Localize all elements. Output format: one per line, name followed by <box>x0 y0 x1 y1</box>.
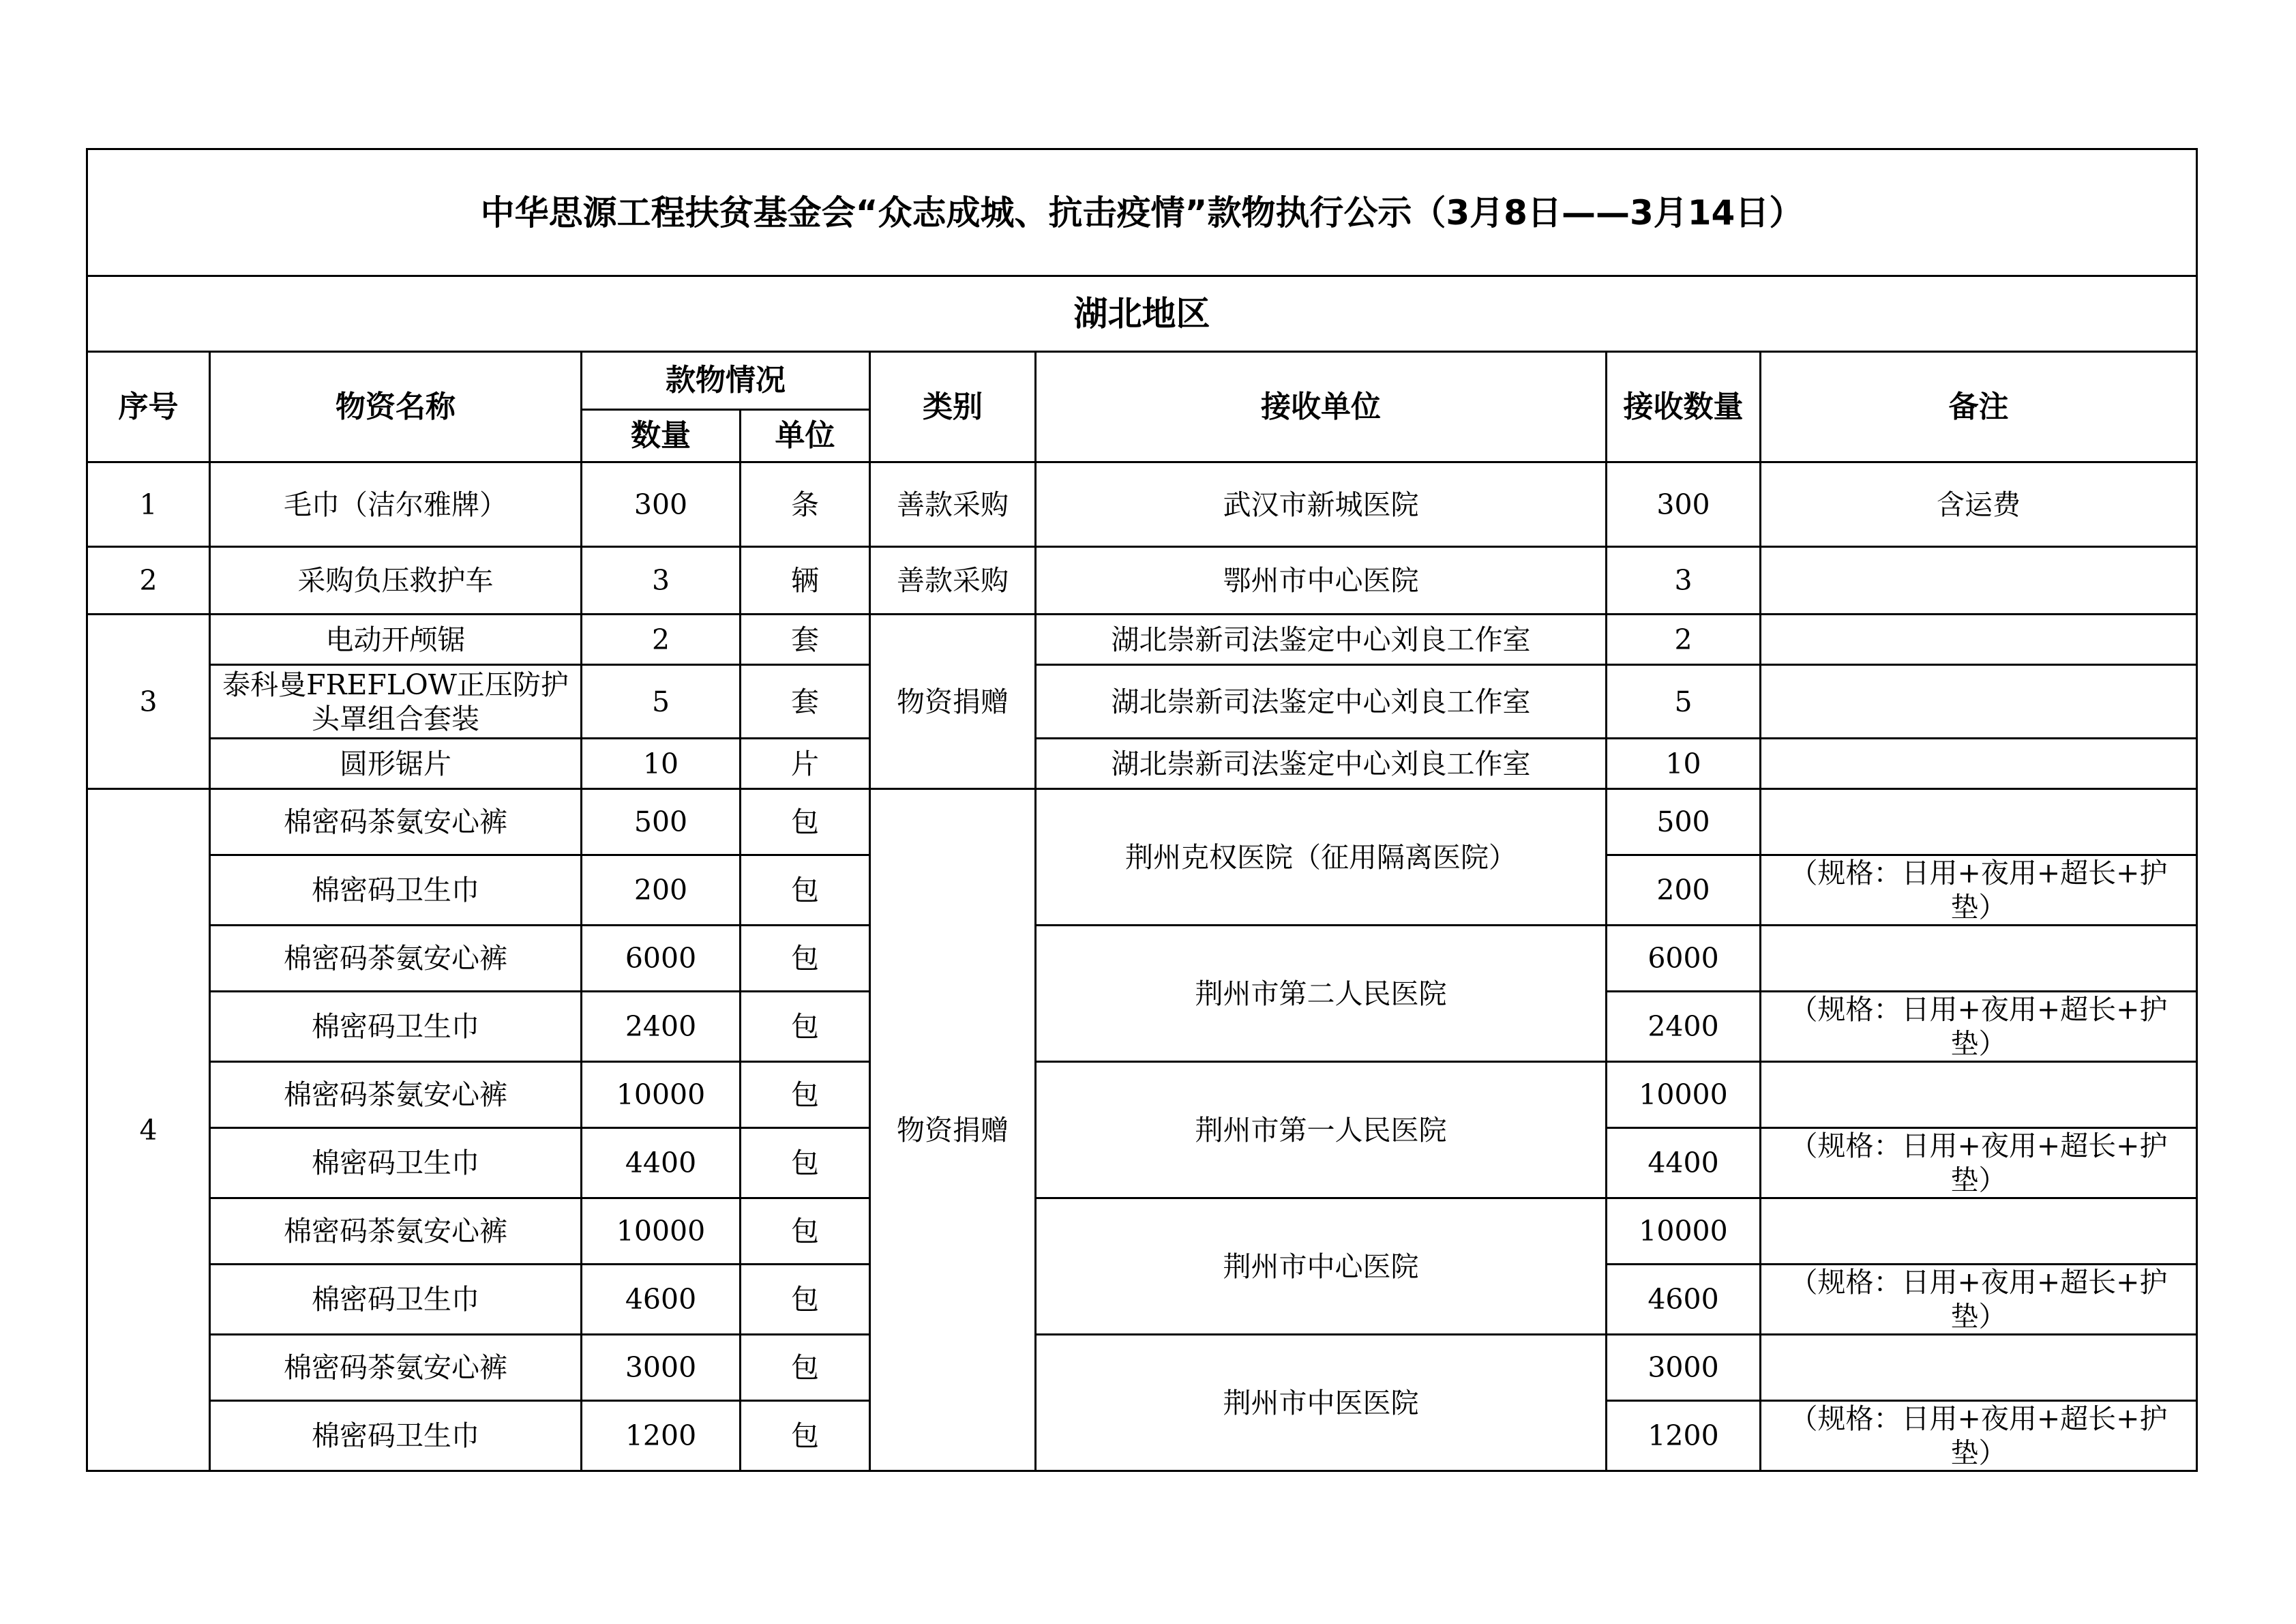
header-recv-qty: 接收数量 <box>1607 352 1761 462</box>
cell-name: 棉密码茶氨安心裤 <box>210 1335 582 1401</box>
cell-recv-qty: 2 <box>1607 615 1761 665</box>
cell-category: 物资捐赠 <box>870 615 1036 789</box>
header-receiver: 接收单位 <box>1036 352 1607 462</box>
cell-qty: 1200 <box>582 1401 741 1471</box>
cell-unit: 包 <box>741 1198 870 1265</box>
header-category: 类别 <box>870 352 1036 462</box>
table-row <box>87 926 2197 992</box>
cell-receiver: 荆州市中医医院 <box>1036 1335 1607 1471</box>
cell-recv-qty: 10 <box>1607 739 1761 789</box>
cell-unit: 套 <box>741 615 870 665</box>
cell-remark: （规格：日用+夜用+超长+护垫） <box>1761 1401 2197 1471</box>
cell-remark: 含运费 <box>1761 462 2197 547</box>
cell-remark <box>1761 1335 2197 1401</box>
cell-unit: 包 <box>741 1265 870 1335</box>
cell-unit: 包 <box>741 992 870 1062</box>
cell-name: 棉密码茶氨安心裤 <box>210 789 582 855</box>
cell-receiver: 武汉市新城医院 <box>1036 462 1607 547</box>
donation-table <box>86 148 2198 1472</box>
cell-receiver: 荆州市第二人民医院 <box>1036 926 1607 1062</box>
table-row <box>87 1062 2197 1128</box>
cell-qty: 500 <box>582 789 741 855</box>
cell-unit: 片 <box>741 739 870 789</box>
cell-recv-qty: 10000 <box>1607 1062 1761 1128</box>
cell-name: 棉密码茶氨安心裤 <box>210 1198 582 1265</box>
cell-qty: 4600 <box>582 1265 741 1335</box>
table-row <box>87 739 2197 789</box>
cell-receiver: 鄂州市中心医院 <box>1036 547 1607 615</box>
cell-recv-qty: 300 <box>1607 462 1761 547</box>
cell-remark <box>1761 665 2197 739</box>
cell-name: 棉密码卫生巾 <box>210 992 582 1062</box>
cell-name: 毛巾（洁尔雅牌） <box>210 462 582 547</box>
cell-unit: 包 <box>741 1335 870 1401</box>
cell-name: 棉密码茶氨安心裤 <box>210 926 582 992</box>
cell-category: 善款采购 <box>870 547 1036 615</box>
cell-receiver: 湖北崇新司法鉴定中心刘良工作室 <box>1036 615 1607 665</box>
cell-name: 泰科曼FREFLOW正压防护头罩组合套装 <box>210 665 582 739</box>
cell-receiver: 荆州市第一人民医院 <box>1036 1062 1607 1198</box>
table-row <box>87 615 2197 665</box>
cell-name: 棉密码卫生巾 <box>210 855 582 926</box>
cell-unit: 包 <box>741 926 870 992</box>
cell-name: 棉密码卫生巾 <box>210 1265 582 1335</box>
cell-seq: 2 <box>87 547 210 615</box>
cell-name: 电动开颅锯 <box>210 615 582 665</box>
cell-receiver: 湖北崇新司法鉴定中心刘良工作室 <box>1036 665 1607 739</box>
cell-receiver: 湖北崇新司法鉴定中心刘良工作室 <box>1036 739 1607 789</box>
cell-unit: 包 <box>741 1128 870 1198</box>
header-goods: 款物情况 <box>582 352 870 410</box>
cell-name: 圆形锯片 <box>210 739 582 789</box>
cell-remark: （规格：日用+夜用+超长+护垫） <box>1761 992 2197 1062</box>
cell-recv-qty: 4400 <box>1607 1128 1761 1198</box>
table-row <box>87 1335 2197 1401</box>
cell-remark: （规格：日用+夜用+超长+护垫） <box>1761 855 2197 926</box>
cell-qty: 300 <box>582 462 741 547</box>
page-title: 中华思源工程扶贫基金会“众志成城、抗击疫情”款物执行公示（3月8日——3月14日） <box>87 149 2197 276</box>
cell-receiver: 荆州克权医院（征用隔离医院） <box>1036 789 1607 926</box>
cell-recv-qty: 500 <box>1607 789 1761 855</box>
header-unit: 单位 <box>741 410 870 462</box>
cell-remark <box>1761 547 2197 615</box>
cell-qty: 5 <box>582 665 741 739</box>
cell-unit: 辆 <box>741 547 870 615</box>
cell-seq: 3 <box>87 615 210 789</box>
cell-name: 采购负压救护车 <box>210 547 582 615</box>
cell-recv-qty: 4600 <box>1607 1265 1761 1335</box>
table-row <box>87 789 2197 855</box>
cell-recv-qty: 5 <box>1607 665 1761 739</box>
cell-unit: 包 <box>741 789 870 855</box>
cell-seq: 4 <box>87 789 210 1471</box>
cell-qty: 2400 <box>582 992 741 1062</box>
cell-recv-qty: 200 <box>1607 855 1761 926</box>
table-row <box>87 462 2197 547</box>
header-remark: 备注 <box>1761 352 2197 462</box>
cell-name: 棉密码卫生巾 <box>210 1401 582 1471</box>
cell-remark: （规格：日用+夜用+超长+护垫） <box>1761 1265 2197 1335</box>
cell-qty: 4400 <box>582 1128 741 1198</box>
table-row <box>87 1198 2197 1265</box>
cell-remark <box>1761 789 2197 855</box>
header-qty: 数量 <box>582 410 741 462</box>
cell-recv-qty: 2400 <box>1607 992 1761 1062</box>
cell-unit: 包 <box>741 1401 870 1471</box>
cell-remark <box>1761 615 2197 665</box>
cell-recv-qty: 1200 <box>1607 1401 1761 1471</box>
cell-qty: 10 <box>582 739 741 789</box>
cell-qty: 6000 <box>582 926 741 992</box>
cell-category: 善款采购 <box>870 462 1036 547</box>
cell-remark <box>1761 739 2197 789</box>
cell-recv-qty: 6000 <box>1607 926 1761 992</box>
table-row <box>87 665 2197 739</box>
header-name: 物资名称 <box>210 352 582 462</box>
cell-unit: 包 <box>741 855 870 926</box>
cell-qty: 2 <box>582 615 741 665</box>
cell-remark <box>1761 926 2197 992</box>
cell-unit: 包 <box>741 1062 870 1128</box>
cell-remark <box>1761 1198 2197 1265</box>
table-row <box>87 547 2197 615</box>
cell-receiver: 荆州市中心医院 <box>1036 1198 1607 1335</box>
cell-recv-qty: 3000 <box>1607 1335 1761 1401</box>
cell-name: 棉密码卫生巾 <box>210 1128 582 1198</box>
cell-remark: （规格：日用+夜用+超长+护垫） <box>1761 1128 2197 1198</box>
cell-name: 棉密码茶氨安心裤 <box>210 1062 582 1128</box>
cell-qty: 10000 <box>582 1198 741 1265</box>
cell-qty: 3 <box>582 547 741 615</box>
region-title: 湖北地区 <box>87 276 2197 352</box>
cell-recv-qty: 10000 <box>1607 1198 1761 1265</box>
cell-seq: 1 <box>87 462 210 547</box>
cell-unit: 条 <box>741 462 870 547</box>
cell-category: 物资捐赠 <box>870 789 1036 1471</box>
header-seq: 序号 <box>87 352 210 462</box>
cell-recv-qty: 3 <box>1607 547 1761 615</box>
cell-remark <box>1761 1062 2197 1128</box>
cell-qty: 10000 <box>582 1062 741 1128</box>
cell-unit: 套 <box>741 665 870 739</box>
cell-qty: 200 <box>582 855 741 926</box>
cell-qty: 3000 <box>582 1335 741 1401</box>
